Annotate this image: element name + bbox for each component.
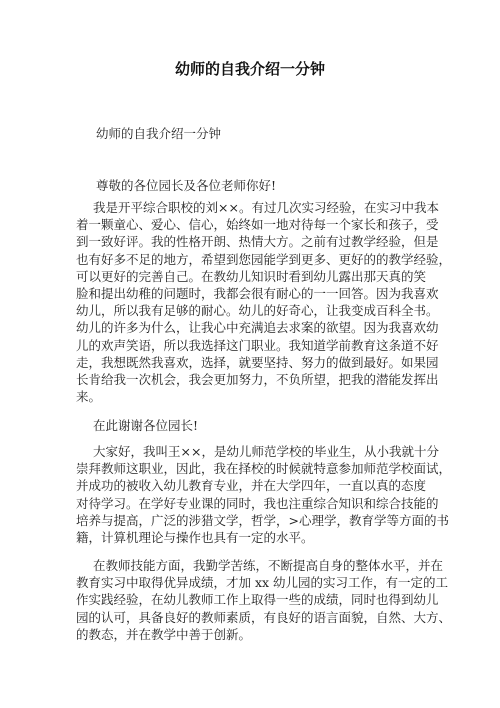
text-line: 园的认可，具备良好的教师素质，有良好的语言面貌，自然、大方、 — [76, 609, 452, 625]
text-line: 儿的欢声笑语，所以我选择这门职业。我知道学前教育这条道不好 — [76, 337, 439, 353]
paragraph-teaching-skills — [76, 557, 452, 643]
text-line: 我是开平综合职校的刘××。有过几次实习经验，在实习中我本 — [93, 200, 439, 215]
greeting-line: 尊敬的各位园长及各位老师你好! — [96, 178, 277, 193]
text-line: 走，我想既然我喜欢，选择，就要坚持、努力的做到最好。如果园 — [76, 354, 439, 370]
text-line: 脸和提出幼稚的问题时，我都会很有耐心的一一回答。因为我喜欢 — [76, 286, 439, 302]
text-line: 作实践经验，在幼儿教师工作上取得一些的成绩，同时也得到幼儿 — [76, 592, 439, 608]
text-line: 并成功的被收入幼儿教育专业，并在大学四年，一直以真的态度 — [76, 478, 427, 494]
text-line: 来。 — [76, 389, 102, 405]
text-line: 长肯给我一次机会，我会更加努力，不负所望，把我的潜能发挥出 — [76, 372, 439, 388]
text-line: 也有好多不足的地方，希望到您园能学到更多、更好的的教学经验， — [76, 251, 452, 267]
document-subtitle: 幼师的自我介绍一分钟 — [96, 126, 222, 141]
text-line: 着一颗童心、爱心、信心，始终如一地对待每一个家长和孩子，受 — [76, 217, 439, 233]
text-line: 到一致好评。我的性格开朗、热情大方。之前有过教学经验，但是 — [76, 234, 439, 250]
paragraph-self-intro-wang — [76, 443, 452, 546]
text-line: 籍，计算机理论与操作也具有一定的水平。 — [76, 530, 314, 546]
paragraph-self-intro-liu — [76, 199, 452, 405]
text-line: 崇拜教师这职业，因此，我在择校的时候就特意参加师范学校面试， — [76, 461, 452, 477]
thanks-line: 在此谢谢各位园长! — [93, 418, 199, 433]
text-line: 在教师技能方面，我勤学苦练，不断提高自身的整体水平，并在 — [93, 558, 444, 573]
text-line: 幼儿的许多为什么，让我心中充满追去求案的欲望。因为我喜欢幼 — [76, 320, 439, 336]
text-line: 的教态，并在教学中善于创新。 — [76, 626, 252, 642]
text-line: 培养与提高，广泛的涉猎文学，哲学，>心理学，教育学等方面的书 — [76, 512, 449, 528]
text-line: 可以更好的完善自己。在教幼儿知识时看到幼儿露出那天真的笑 — [76, 268, 427, 284]
text-line: 教育实习中取得优异成绩，才加 xx 幼儿园的实习工作，有一定的工 — [76, 575, 449, 591]
text-line: 对待学习。在学好专业课的同时，我也注重综合知识和综合技能的 — [76, 495, 439, 511]
page-title: 幼师的自我介绍一分钟 — [174, 60, 325, 78]
text-line: 幼儿，所以我有足够的耐心。幼儿的好奇心，让我变成百科全书。 — [76, 303, 439, 319]
text-line: 大家好，我叫王××，是幼儿师范学校的毕业生，从小我就十分 — [93, 444, 439, 459]
